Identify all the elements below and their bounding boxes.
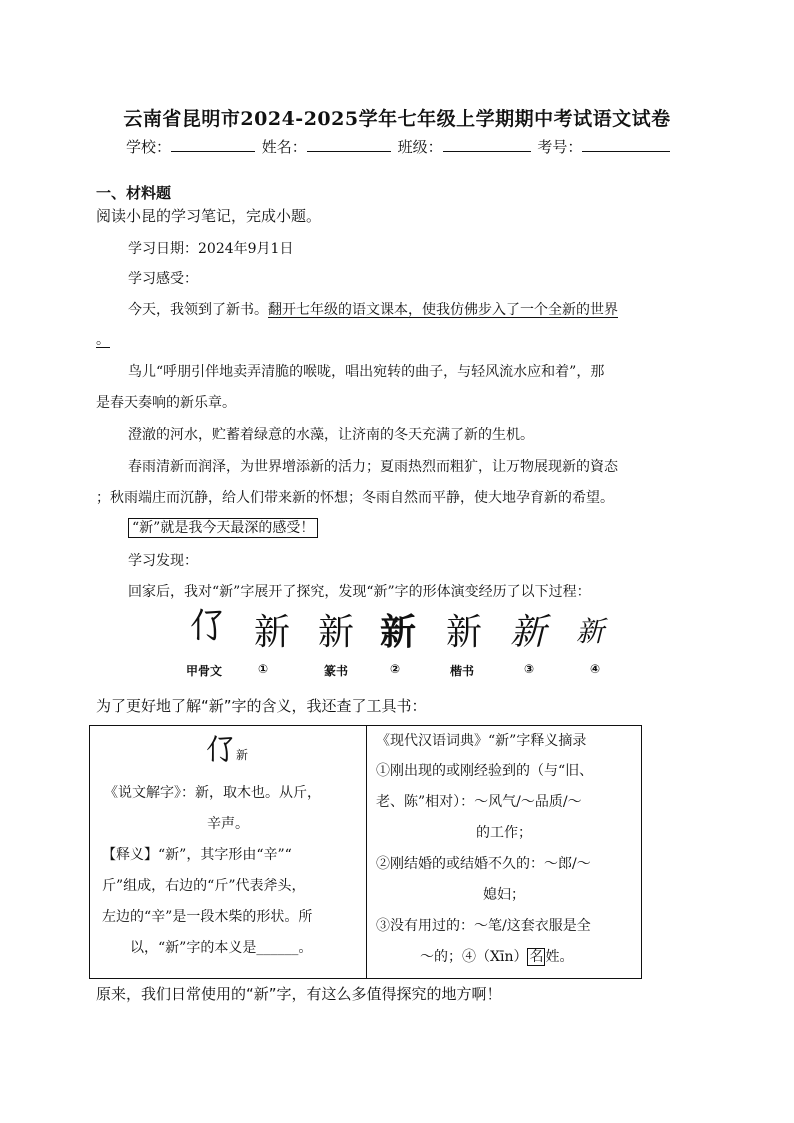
def2-line1: ②刚结婚的或结婚不久的：～郎/～ — [376, 856, 591, 872]
class-label: 班级： — [397, 138, 443, 156]
paragraph-6: 为了更好地了解“新”字的含义，我还查了工具书： — [96, 697, 427, 715]
school-blank[interactable] — [171, 137, 255, 152]
glyph-regular: 新 — [446, 612, 483, 653]
p1-end: 。 — [96, 332, 110, 348]
class-blank[interactable] — [443, 137, 531, 152]
study-date: 学习日期：2024年9月1日 — [128, 241, 294, 257]
student-info-row — [126, 136, 672, 157]
glyph-evolution-row — [184, 600, 614, 685]
reference-table — [89, 725, 642, 979]
def1-line3: 的工作； — [476, 825, 532, 841]
number-label: 考号： — [537, 138, 583, 156]
paragraph-5: 回家后，我对“新”字展开了探究，发现“新”字的形体演变经历了以下过程： — [128, 584, 591, 600]
shuowen-line1: 《说文解字》：新，取木也。从斤， — [104, 785, 321, 801]
shiyi-line2: 斤”组成，右边的“斤”代表斧头， — [102, 878, 306, 894]
def3-line2 — [420, 946, 573, 966]
school-label: 学校： — [126, 138, 172, 156]
shiyi-line3: 左边的“辛”是一段木柴的形状。所 — [102, 909, 313, 925]
label-3: ③ — [524, 662, 535, 676]
label-4: ④ — [590, 662, 601, 676]
paragraph-3: 澄澈的河水，贮蓄着绿意的水藻，让济南的冬天充满了新的生机。 — [128, 427, 534, 443]
label-2: ② — [390, 662, 401, 676]
label-1: ① — [258, 662, 269, 676]
glyph-seal: 新 — [318, 612, 355, 653]
paragraph-4-line1: 春雨清新而润泽，为世界增添新的活力；夏雨热烈而粗犷，让万物展现新的資态 — [128, 459, 618, 475]
def2-line2: 媳妇； — [483, 887, 525, 903]
paragraph-1 — [128, 299, 618, 319]
table-divider — [366, 726, 367, 978]
def3-line1: ③没有用过的：～笔/这套衣服是全 — [376, 918, 591, 934]
glyph-oracle: 𠆨 — [190, 605, 227, 646]
def1-line1: ①刚出现的或刚经验到的（与“旧、 — [376, 763, 594, 779]
feeling-label: 学习感受： — [128, 271, 198, 287]
def3-line2-end: 姓。 — [545, 949, 574, 965]
glyph-1: 新 — [254, 612, 291, 653]
boxed-text: “新”就是我今天最深的感受！ — [128, 518, 318, 538]
glyph-small-label: 新 — [236, 748, 249, 762]
boxed-char: 名 — [529, 949, 544, 965]
closing-text: 原来，我们日常使用的“新”字，有这么多值得探究的地方啊！ — [96, 985, 502, 1003]
paragraph-4-line2: ；秋雨端庄而沉静，给人们带来新的怀想；冬雨自然而平静，使大地孕育新的希望。 — [96, 490, 614, 506]
intro-text: 阅读小昆的学习笔记，完成小题。 — [96, 207, 322, 225]
glyph-4: 新 — [576, 615, 605, 648]
glyph-3: 新 — [510, 612, 547, 653]
glyph-2: 新 — [380, 611, 417, 653]
page-title: 云南省昆明市2024-2025学年七年级上学期期中考试语文试卷 — [123, 108, 671, 130]
section-heading: 一、材料题 — [96, 184, 172, 202]
shuowen-line2: 辛声。 — [207, 816, 249, 832]
dictionary-header: 《现代汉语词典》“新”字释义摘录 — [376, 733, 587, 749]
p1-plain: 今天，我领到了新书。 — [128, 302, 268, 318]
boxed-feeling — [128, 517, 318, 537]
paragraph-2-line1: 鸟儿“呼朋引伴地卖弄清脆的喉咙，唱出宛转的曲子，与轻风流水应和着”，那 — [128, 364, 605, 380]
left-cell-glyph: 𠆨新 — [206, 732, 249, 767]
name-label: 姓名： — [261, 138, 307, 156]
name-blank[interactable] — [307, 137, 391, 152]
def1-line2: 老、陈”相对）：～风气/～品质/～ — [376, 794, 582, 810]
discovery-label: 学习发现： — [128, 553, 198, 569]
p1-underlined-sentence: 翻开七年级的语文课本，使我仿佛步入了一个全新的世界 — [268, 302, 618, 318]
shiyi-line1: 【释义】“新”，其字形由“辛”“ — [102, 847, 292, 863]
shiyi-line4: 以，“新”字的本义是______。 — [130, 940, 313, 956]
paragraph-2-line2: 是春天奏响的新乐章。 — [96, 395, 236, 411]
label-regular: 楷书 — [450, 664, 475, 678]
label-oracle: 甲骨文 — [186, 664, 223, 678]
number-blank[interactable] — [582, 137, 670, 152]
def3-line2-text: ～的；④（Xīn） — [420, 949, 528, 965]
label-seal: 篆书 — [324, 664, 349, 678]
